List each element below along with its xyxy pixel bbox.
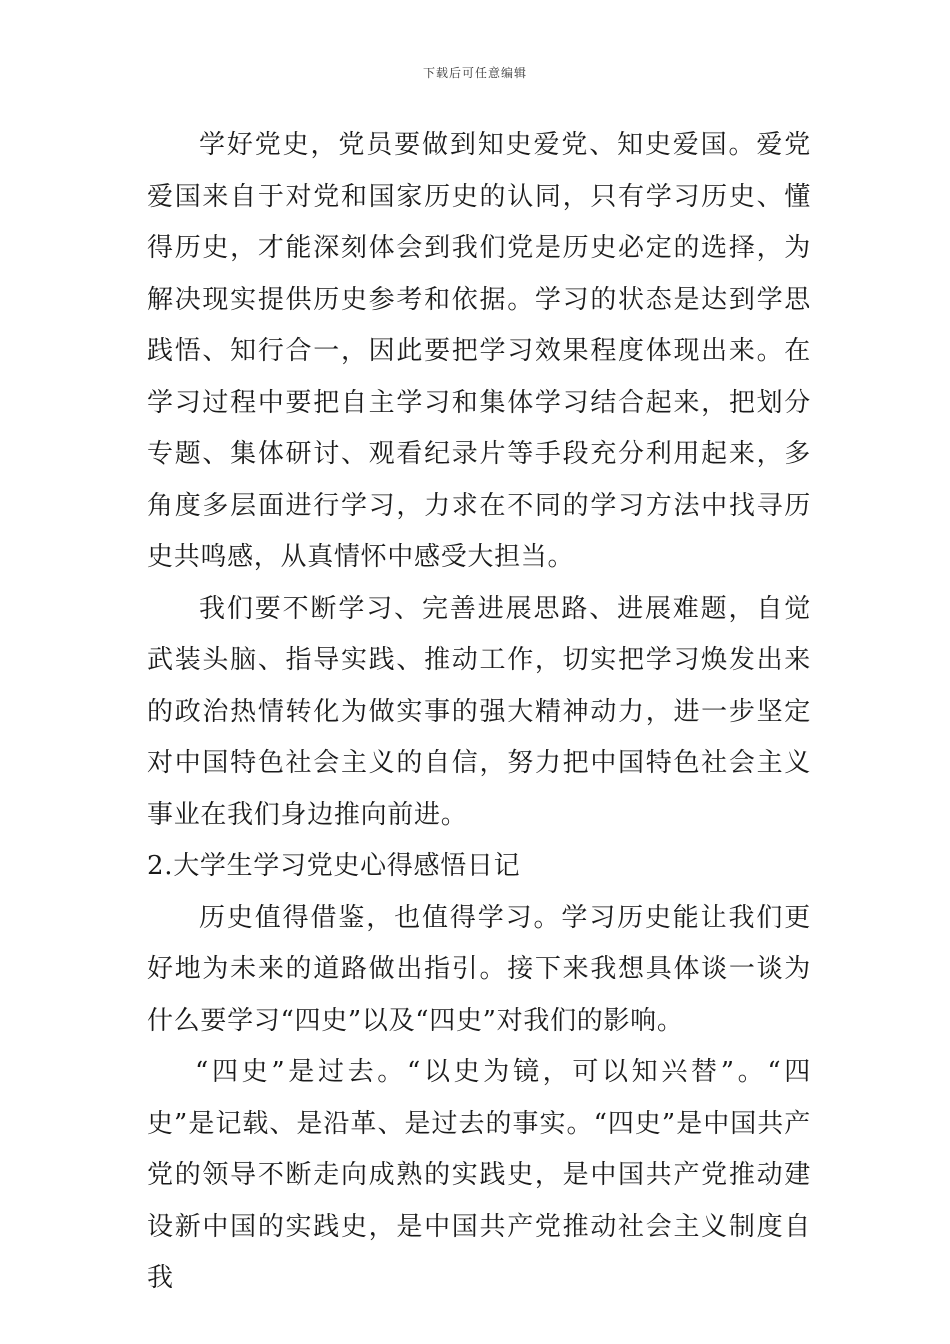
paragraph: 历史值得借鉴，也值得学习。学习历史能让我们更好地为未来的道路做出指引。接下来我想具体谈一谈为什么要学习“四史”以及“四史”对我们的影响。 — [147, 902, 811, 1036]
paragraph: “四史”是过去。“以史为镜，可以知兴替”。“四史”是记载、是沿革、是过去的事实。“四史”是中国共产党的领导不断走向成熟的实践史，是中国共产党推动建设新中国的实践史，是中国共产党推动社会主义制度自我 — [147, 1057, 811, 1293]
paragraph: 学好党史，党员要做到知史爱党、知史爱国。爱党爱国来自于对党和国家历史的认同，只有学习历史、懂得历史，才能深刻体会到我们党是历史必定的选择，为解决现实提供历史参考和依据。学习的状态是达到学思践悟、知行合一，因此要把学习效果程度体现出来。在学习过程中要把自主学习和集体学习结合起来，把划分专题、集体研讨、观看纪录片等手段充分利用起来，多角度多层面进行学习，力求在不同的学习方法中找寻历史共鸣感，从真情怀中感受大担当。 — [147, 130, 811, 572]
section-heading: 2.大学生学习党史心得感悟日记 — [147, 851, 521, 881]
page-header: 下载后可任意编辑 — [422, 66, 527, 80]
paragraph: 我们要不断学习、完善进展思路、进展难题，自觉武装头脑、指导实践、推动工作，切实把学习焕发出来的政治热情转化为做实事的强大精神动力，进一步坚定对中国特色社会主义的自信，努力把中国特色社会主义事业在我们身边推向前进。 — [147, 593, 811, 830]
document-body — [147, 120, 811, 1305]
